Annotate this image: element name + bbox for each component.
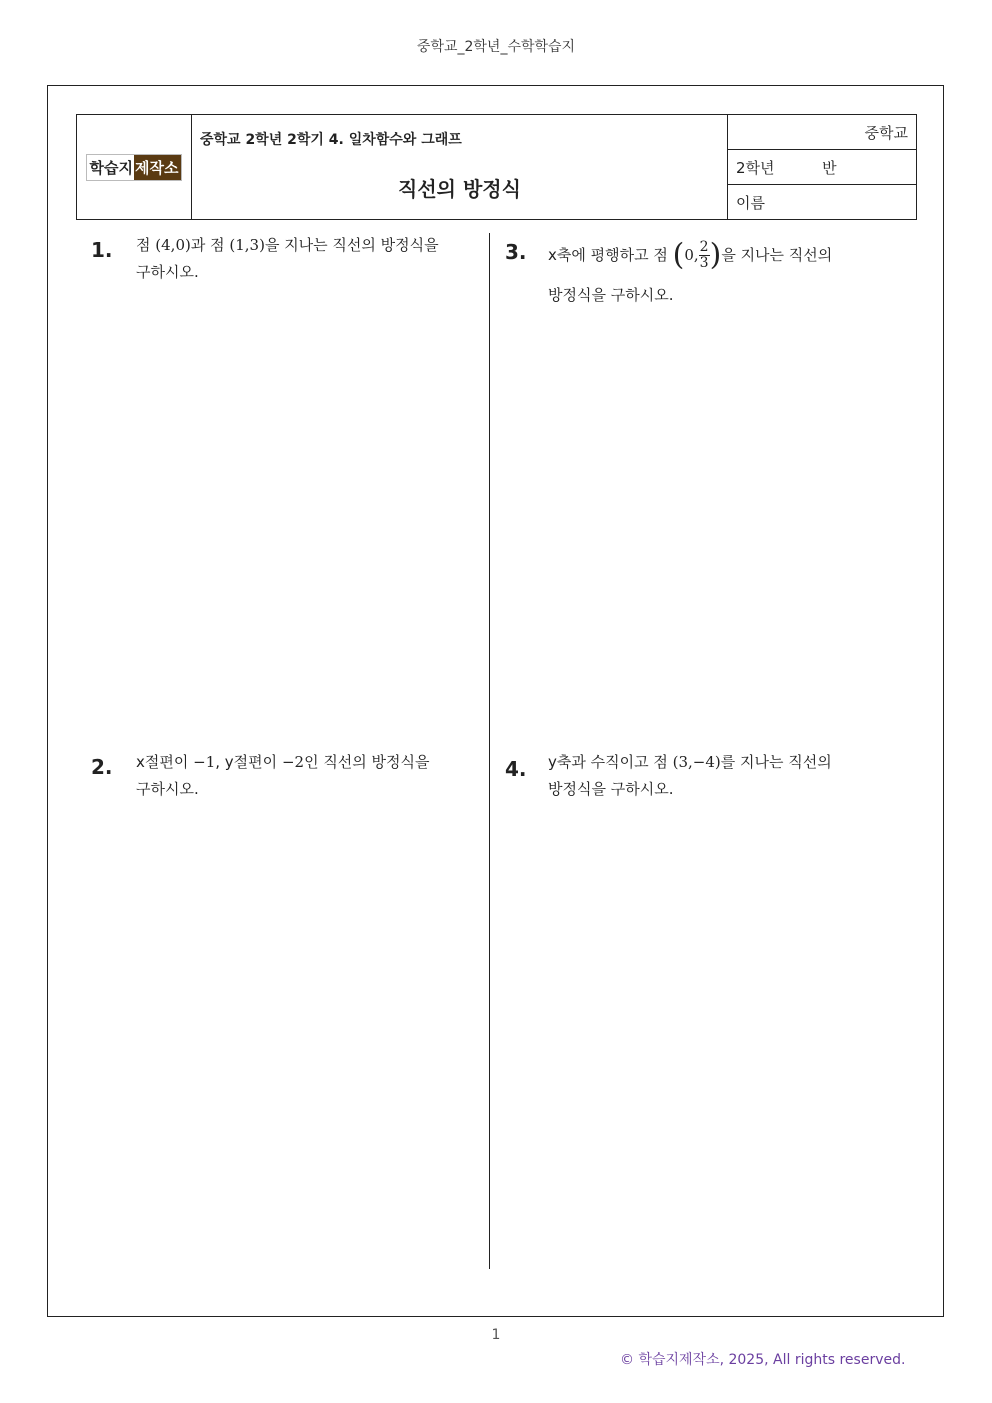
q4-post: 를 지나는 직선의 bbox=[720, 753, 832, 771]
q1-mid: 과 점 bbox=[190, 236, 225, 254]
question-number-1: 1. bbox=[91, 238, 113, 262]
class-label: 반 bbox=[822, 158, 837, 177]
logo-part2: 제작소 bbox=[134, 155, 181, 180]
question-number-2: 2. bbox=[91, 755, 113, 779]
q3-fraction bbox=[699, 240, 710, 271]
q4-pre: y축과 수직이고 점 bbox=[548, 753, 668, 771]
logo-part1: 학습지 bbox=[87, 155, 134, 180]
q1-point1: (4,0) bbox=[155, 236, 191, 254]
unit-label: 중학교 2학년 2학기 4. 일차함수와 그래프 bbox=[200, 132, 462, 148]
q1-pre: 점 bbox=[136, 236, 151, 254]
q3-line2: 방정식을 구하시오. bbox=[548, 286, 674, 304]
logo-cell bbox=[77, 115, 192, 220]
q3-post: 을 지나는 직선의 bbox=[721, 246, 833, 264]
question-4 bbox=[548, 749, 918, 803]
column-divider bbox=[489, 233, 490, 1269]
page-number: 1 bbox=[491, 1327, 501, 1343]
q2-b: , y절편이 bbox=[215, 753, 278, 771]
question-1 bbox=[136, 232, 486, 286]
page-title: 직선의 방정식 bbox=[398, 177, 521, 201]
worksheet-header-table bbox=[76, 114, 917, 220]
q3-pre: x축에 평행하고 점 bbox=[548, 246, 668, 264]
q1-post: 을 지나는 직선의 방정식을 bbox=[264, 236, 439, 254]
q1-line2: 구하시오. bbox=[136, 263, 199, 281]
q2-v1: −1 bbox=[193, 753, 216, 771]
logo bbox=[86, 154, 183, 181]
q3-frac-num: 2 bbox=[699, 239, 709, 255]
question-3: x축에 평행하고 점 (0, $\frac{2}{3}$ )을 지나는 직선의 방정식을 구하시오. bbox=[548, 232, 918, 309]
q3-frac-den: 3 bbox=[699, 255, 709, 271]
question-number-3: 3. bbox=[505, 240, 527, 264]
question-2 bbox=[136, 749, 486, 803]
q2-a: x절편이 bbox=[136, 753, 189, 771]
q2-line2: 구하시오. bbox=[136, 780, 199, 798]
school-field: 중학교 bbox=[728, 115, 917, 150]
question-number-4: 4. bbox=[505, 757, 527, 781]
grade-class-field bbox=[728, 150, 917, 185]
document-header-title: 중학교_2학년_수학학습지 bbox=[416, 39, 576, 55]
title-cell bbox=[192, 115, 728, 220]
grade-label: 2학년 bbox=[736, 158, 775, 177]
q4-line2: 방정식을 구하시오. bbox=[548, 780, 674, 798]
q2-c: 인 직선의 방정식을 bbox=[304, 753, 430, 771]
q2-v2: −2 bbox=[281, 753, 305, 771]
copyright-notice: © 학습지제작소, 2025, All rights reserved. bbox=[620, 1352, 906, 1368]
name-field: 이름 bbox=[728, 185, 917, 220]
q3-px: 0, bbox=[684, 246, 699, 264]
q4-point: (3,−4) bbox=[672, 753, 721, 771]
q1-point2: (1,3) bbox=[229, 236, 265, 254]
